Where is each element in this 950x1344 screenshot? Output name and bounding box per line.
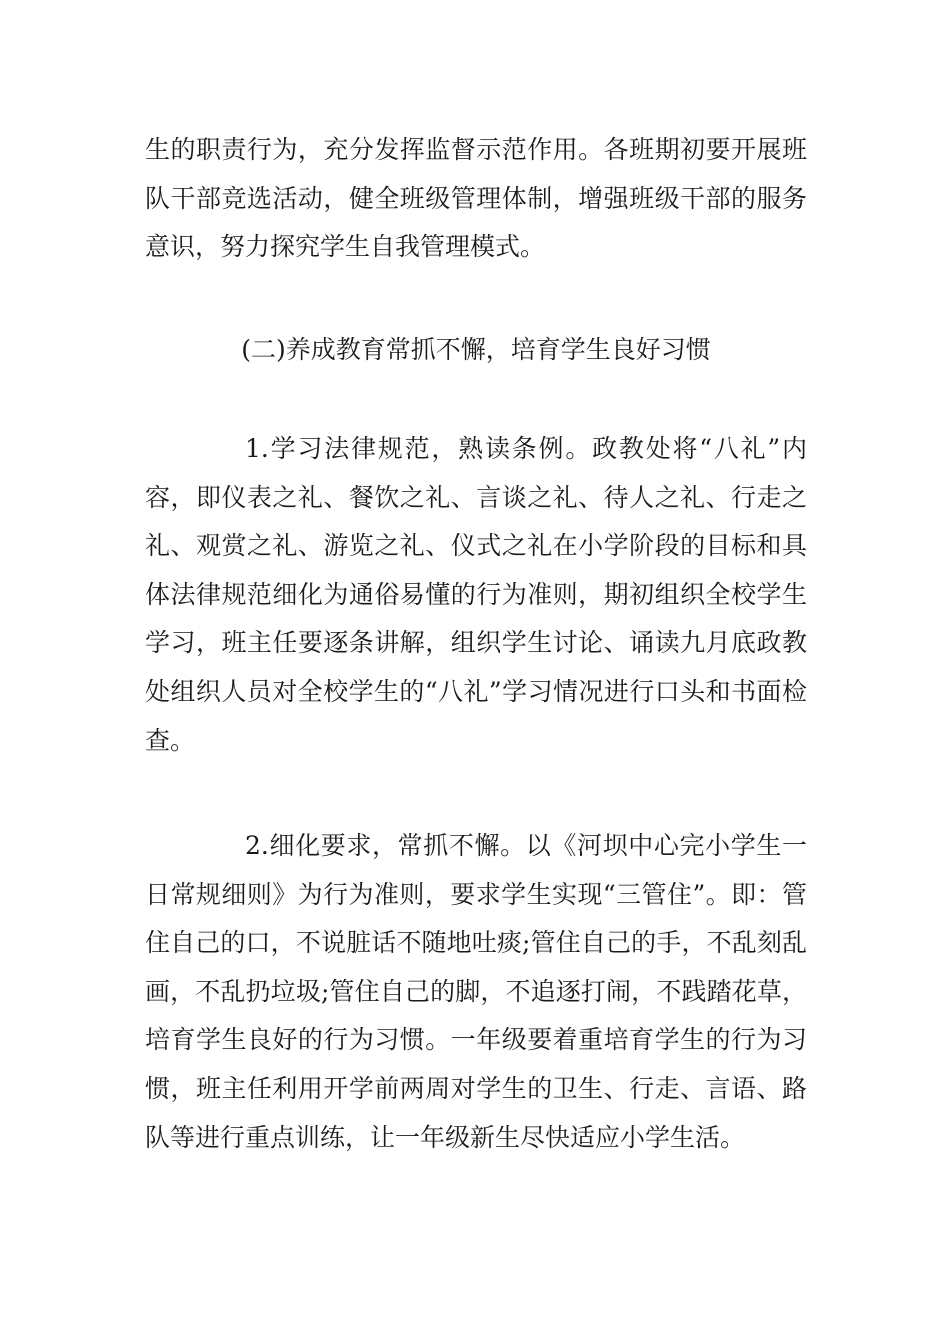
paragraph-item-2-refined-requirements: 2.细化要求，常抓不懈。以《河坝中心完小学生一日常规细则》为行为准则，要求学生实现“三管住”。即：管住自己的口，不说脏话不随地吐痰;管住自己的手，不乱刻乱画，不乱扔垃圾;管住自己的脚，不追逐打闹，不践踏花草，培育学生良好的行为习惯。一年级要着重培育学生的行为习惯，班主任利用开学前两周对学生的卫生、行走、言语、路队等进行重点训练，让一年级新生尽快适应小学生活。 — [145, 831, 807, 1152]
paragraph-item-1-law-norms: 1.学习法律规范，熟读条例。政教处将“八礼”内容，即仪表之礼、餐饮之礼、言谈之礼、待人之礼、行走之礼、观赏之礼、游览之礼、仪式之礼在小学阶段的目标和具体法律规范细化为通俗易懂的行为准则，期初组织全校学生学习，班主任要逐条讲解，组织学生讨论、诵读九月底政教处组织人员对全校学生的“八礼”学习情况进行口头和书面检查。 — [145, 434, 807, 755]
section-heading-habit-education: (二)养成教育常抓不懈，培育学生良好习惯 — [241, 335, 711, 364]
paragraph-class-management: 生的职责行为，充分发挥监督示范作用。各班期初要开展班队干部竞选活动，健全班级管理体制，增强班级干部的服务意识，努力探究学生自我管理模式。 — [145, 135, 807, 262]
